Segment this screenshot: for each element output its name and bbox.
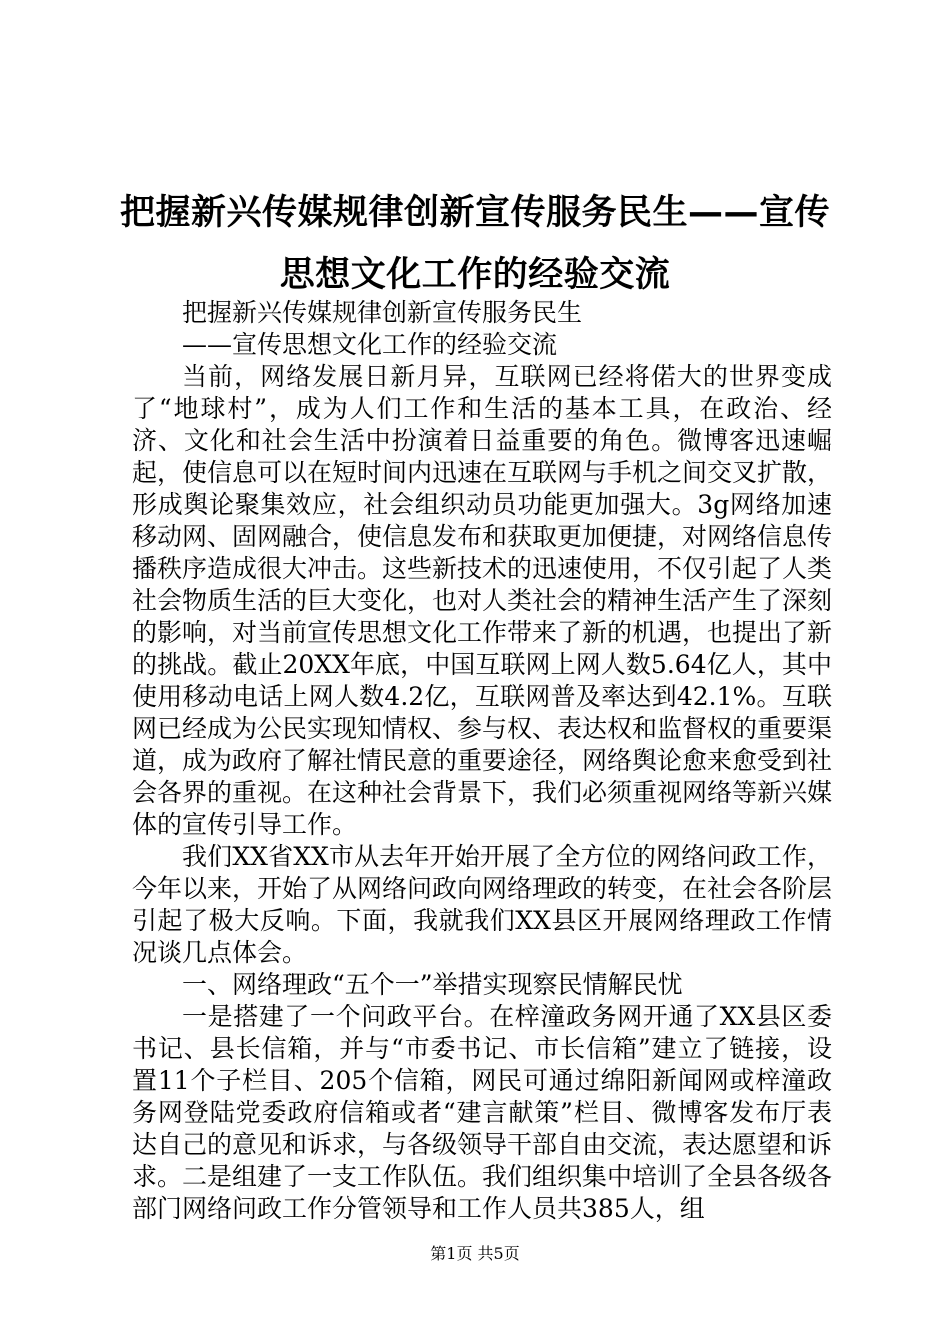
title-line-1: 把握新兴传媒规律创新宣传服务民生——宣传	[119, 193, 830, 233]
paragraph-measures: 一是搭建了一个问政平台。在梓潼政务网开通了XX县区委书记、县长信箱，并与“市委书记、市长信箱”建立了链接，设置11个子栏目、205个信箱，网民可通过绵阳新闻网或梓潼政务网登陆党委政府信箱或者“建言献策”栏目、微博客发布厅表达自己的意见和诉求，与各级领导干部自由交流，表达愿望和诉求。二是组建了一支工作队伍。我们组织集中培训了全县各级各部门网络问政工作分管领导和工作人员共385人，组	[132, 1002, 833, 1223]
document-title	[100, 182, 850, 306]
paragraph-context: 我们XX省XX市从去年开始开展了全方位的网络问政工作，今年以来，开始了从网络问政向网络理政的转变，在社会各阶层引起了极大反响。下面，我就我们XX县区开展网络理政工作情况谈几点体会。	[132, 842, 833, 967]
document-body	[132, 297, 832, 1225]
page-number: 第1页 共5页	[430, 1244, 520, 1263]
subheading-secondary: ——宣传思想文化工作的经验交流	[182, 330, 558, 359]
paragraph-intro: 当前，网络发展日新月异，互联网已经将偌大的世界变成了“地球村”，成为人们工作和生活的基本工具，在政治、经济、文化和社会生活中扮演着日益重要的角色。微博客迅速崛起，使信息可以在短时间内迅速在互联网与手机之间交叉扩散，形成舆论聚集效应，社会组织动员功能更加强大。3g网络加速移动网、固网融合，使信息发布和获取更加便捷，对网络信息传播秩序造成很大冲击。这些新技术的迅速使用，不仅引起了人类社会物质生活的巨大变化，也对人类社会的精神生活产生了深刻的影响，对当前宣传思想文化工作带来了新的机遇，也提出了新的挑战。截止20XX年底，中国互联网上网人数5.64亿人，其中使用移动电话上网人数4.2亿，互联网普及率达到42.1%。互联网已经成为公民实现知情权、参与权、表达权和监督权的重要渠道，成为政府了解社情民意的重要途径，网络舆论愈来愈受到社会各界的重视。在这种社会背景下，我们必须重视网络等新兴媒体的宣传引导工作。	[132, 362, 833, 839]
title-line-2: 思想文化工作的经验交流	[279, 255, 671, 295]
section-heading-1: 一、网络理政“五个一”举措实现察民情解民忧	[182, 970, 683, 999]
subheading-main: 把握新兴传媒规律创新宣传服务民生	[182, 298, 583, 327]
